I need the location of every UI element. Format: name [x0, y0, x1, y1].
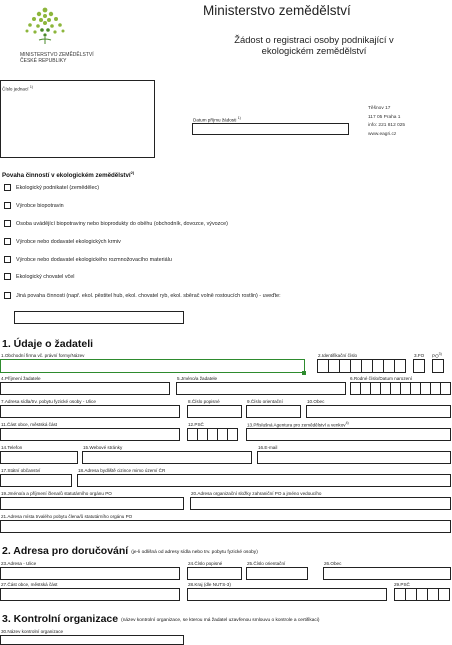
f12-label: 12.PSČ: [188, 422, 204, 427]
activity-checkbox-organic-food[interactable]: [4, 202, 11, 209]
f21-label: 21.Adresa místa trvalého pobytu člena/ů statutárního orgánu PO: [1, 514, 133, 519]
orientation-number-input[interactable]: [246, 405, 301, 418]
activity-option-label: Výrobce nebo dodavatel ekologického rozmnožovacího materiálu: [16, 257, 172, 263]
po-checkbox[interactable]: [432, 359, 444, 373]
activity-option-label: Ekologický chovatel včel: [16, 274, 75, 280]
f9-label: 9.Číslo orientační: [247, 399, 283, 404]
logo-text: [20, 52, 94, 64]
activity-checkbox-farmer[interactable]: [4, 184, 11, 191]
form-title-line2: ekologickém zemědělství: [261, 45, 367, 56]
form-title-line1: Žádost o registraci osoby podnikající v: [234, 34, 394, 45]
activity-option-label: Osoba uvádějící biopotraviny nebo bioprodukty do oběhu (obchodník, dovozce, vývozce): [16, 221, 228, 227]
f27-label: 27.Část obce, městská část: [1, 582, 58, 587]
activity-checkbox-seed-material[interactable]: [4, 256, 11, 263]
f3-label: 3.FO: [414, 353, 425, 358]
statutory-address-input[interactable]: [0, 520, 451, 533]
ministry-title: Ministerstvo zemědělství: [203, 3, 351, 18]
f30-label: 30.Název kontrolní organizace: [1, 629, 64, 634]
f4-label: 4.Příjmení žadatele: [1, 376, 41, 381]
address-line: 117 05 Praha 1: [368, 114, 401, 120]
section1-title: 1. Údaje o žadateli: [2, 338, 94, 350]
delivery-house-number-input[interactable]: [187, 567, 242, 580]
f5-label: 5.Jméno/a žadatele: [177, 376, 218, 381]
wheat-logo-icon: [14, 4, 76, 50]
activity-option-label: Výrobce biopotravin: [16, 203, 64, 209]
activity-checkbox-distributor[interactable]: [4, 220, 11, 227]
activity-option-label: Výrobce nebo dodavatel ekologických krmiv: [16, 239, 121, 245]
f25-label: 25.Číslo orientační: [247, 561, 286, 566]
house-number-input[interactable]: [187, 405, 242, 418]
postal-code-cell[interactable]: [227, 428, 238, 441]
f18-label: 18.Adresa bydliště cizince mimo území ČR: [78, 468, 166, 473]
section2-title: 2. Adresa pro doručování (je-li odlišná od adresy sídla nebo trv. pobytu fyzické osoby): [2, 545, 258, 557]
f3b-label: PO$^{3)}$: [432, 352, 442, 359]
activity-heading: Povaha činností v ekologickém zemědělství$^{2)}$: [2, 170, 135, 180]
citizenship-input[interactable]: [0, 474, 72, 487]
f15-label: 15.Webové stránky: [83, 445, 123, 450]
statutory-member-input[interactable]: [0, 497, 184, 510]
reference-number-box[interactable]: [0, 80, 155, 158]
other-activity-input[interactable]: [14, 311, 184, 324]
f17-label: 17.Státní občanství: [1, 468, 41, 473]
ministry-logo: [14, 4, 76, 50]
f11-label: 11.Část obce, městská část: [1, 422, 58, 427]
f19-label: 19.Jméno/a a příjmení člena/ů statutárního orgánu PO: [1, 491, 112, 496]
delivery-municipality-input[interactable]: [323, 567, 451, 580]
company-name-input[interactable]: [0, 359, 305, 373]
foreign-branch-input[interactable]: [190, 497, 451, 510]
website-input[interactable]: [82, 451, 252, 464]
activity-checkbox-beekeeper[interactable]: [4, 273, 11, 280]
f13-label: 13.Příslušná Agentura pro zemědělství a venkov$^{4)}$: [247, 421, 349, 428]
f20-label: 20.Adresa organizační složky zahraniční PO a jméno vedoucího: [191, 491, 322, 496]
activity-checkbox-other[interactable]: [4, 292, 11, 299]
foreign-address-input[interactable]: [77, 474, 451, 487]
first-name-input[interactable]: [176, 382, 346, 395]
delivery-orientation-input[interactable]: [246, 567, 308, 580]
f28-label: 28.Kraj (dle NUTS-3): [188, 582, 231, 587]
ministry-address: [368, 105, 405, 139]
logo-text-line2: ČESKÉ REPUBLIKY: [20, 58, 67, 64]
f6-label: 6.Rodné číslo/Datum narození: [350, 376, 413, 381]
agency-input[interactable]: [246, 428, 451, 441]
activity-option-label: Ekologický podnikatel (zemědělec): [16, 185, 99, 191]
email-input[interactable]: [257, 451, 451, 464]
delivery-street-input[interactable]: [0, 567, 180, 580]
municipality-input[interactable]: [306, 405, 451, 418]
form-title: [183, 34, 445, 56]
section3-note: (název kontrolní organizace, se kterou má žadatel uzavřenou smlouvu o kontrole a certifikaci): [121, 618, 320, 623]
surname-input[interactable]: [0, 382, 170, 395]
fo-checkbox[interactable]: [413, 359, 425, 373]
received-date-box[interactable]: [192, 123, 349, 135]
f26-label: 26.Obec: [324, 561, 342, 566]
f29-label: 29.PSČ: [394, 582, 410, 587]
activity-option-label: Jiná povaha činnosti (např. ekol. pěstitel hub, ekol. chovatel ryb, ekol. sběrač volně rostoucích rostlin) - uveďte:: [16, 293, 281, 299]
control-org-input[interactable]: [0, 635, 184, 645]
f23-label: 23.Adresa - Ulice: [1, 561, 37, 566]
birth-number-cell[interactable]: [440, 382, 451, 395]
f24-label: 24.Číslo popisné: [188, 561, 223, 566]
input-corner-marker: [302, 371, 306, 375]
reference-number-label: Číslo jednací $^{1)}$: [2, 85, 33, 92]
address-line: Těšnov 17: [368, 106, 391, 111]
f2-label: 2.Identifikační číslo: [318, 353, 358, 358]
f14-label: 14.Telefon: [1, 445, 23, 450]
logo-text-line1: MINISTERSTVO ZEMĚDĚLSTVÍ: [20, 52, 94, 58]
district-input[interactable]: [0, 428, 180, 441]
section3-title: 3. Kontrolní organizace (název kontrolní organizace, se kterou má žadatel uzavřenou smlouvu o kontrole a certifikaci): [2, 613, 320, 625]
address-line: www.eagri.cz: [368, 131, 397, 137]
address-line: info: 221 812 025: [368, 123, 406, 128]
f7-label: 7.Adresa sídla/trv. pobytu fyzické osoby - Ulice: [1, 399, 96, 404]
delivery-district-input[interactable]: [0, 588, 180, 601]
phone-input[interactable]: [0, 451, 78, 464]
f16-label: 16.E-mail: [258, 445, 278, 450]
f8-label: 8.Číslo popisné: [188, 399, 220, 404]
street-input[interactable]: [0, 405, 180, 418]
f1-label: 1.Obchodní firma vč. právní formy/Název: [1, 353, 85, 358]
received-date-label: Datum příjmu žádosti $^{1)}$: [193, 116, 241, 123]
activity-checkbox-feed[interactable]: [4, 238, 11, 245]
id-number-cell[interactable]: [394, 359, 406, 373]
f10-label: 10.Obec: [307, 399, 325, 404]
section2-note: (je-li odlišná od adresy sídla nebo trv. pobytu fyzické osoby): [131, 550, 258, 555]
delivery-region-input[interactable]: [187, 588, 387, 601]
delivery-postal-cell[interactable]: [438, 588, 450, 601]
